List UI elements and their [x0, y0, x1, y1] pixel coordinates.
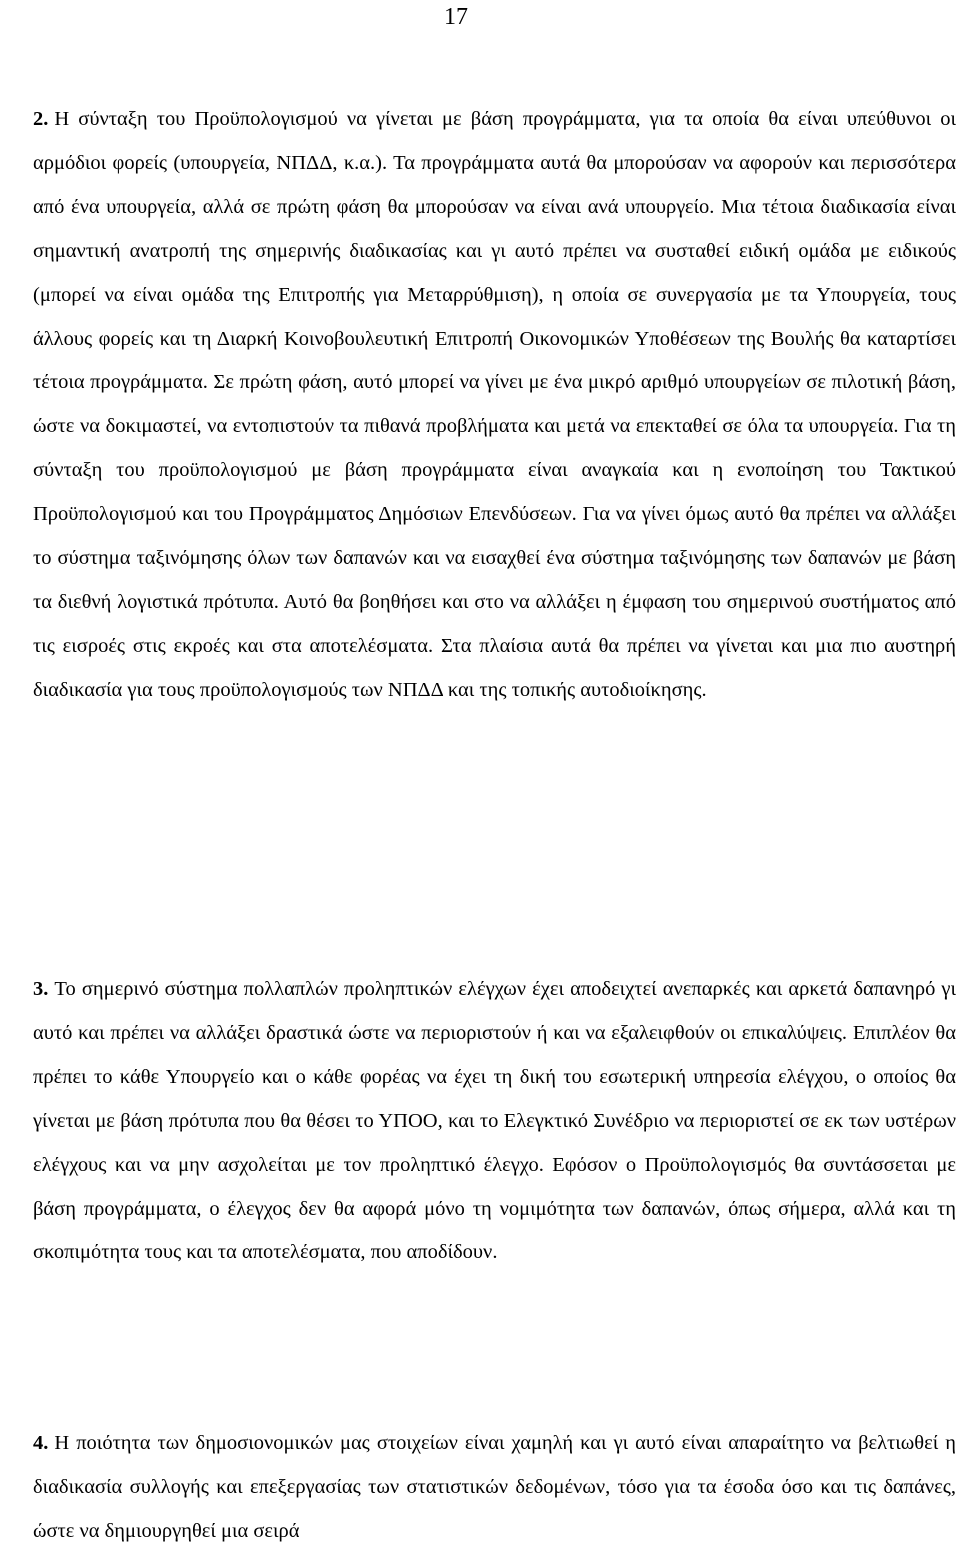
item-text: Το σημερινό σύστημα πολλαπλών προληπτικών ελέγχων έχει αποδειχτεί ανεπαρκές και αρκετά δαπανηρό γι αυτό και πρέπει να αλλάξει δραστικά ώστε να περιοριστούν ή και να εξαλειφθούν οι επικαλύψεις. Επιπλέον θα πρέπει το κάθε Υπουργείο και ο κάθε φορέας να έχει τη δική του εσωτερική υπηρεσία ελέγχου, ο οποίος θα γίνεται με βάση πρότυπα που θα θέσει το ΥΠΟΟ, και το Ελεγκτικό Συνέδριο να περιοριστεί σε εκ των υστέρων ελέγχους και να μην ασχολείται με τον προληπτικό έλεγχο. Εφόσον ο Προϋπολογισμός θα συντάσσεται με βάση προγράμματα, ο έλεγχος δεν θα αφορά μόνο τη νομιμότητα των δαπανών, όπως σήμερα, αλλά και τη σκοπιμότητα τους και τα αποτελέσματα, που αποδίδουν.	[33, 978, 956, 1264]
item-text: Η ποιότητα των δημοσιονομικών μας στοιχείων είναι χαμηλή και γι αυτό είναι απαραίτητο να βελτιωθεί η διαδικασία συλλογής και επεξεργασίας των στατιστικών δεδομένων, τόσο για τα έσοδα όσο και τις δαπάνες, ώστε να δημιουργηθεί μια σειρά	[33, 1432, 956, 1542]
list-item-4	[33, 1422, 956, 1554]
list-item-3	[33, 968, 956, 1275]
list-item-2	[33, 98, 956, 713]
page-number: 17	[444, 4, 468, 30]
item-number: 4.	[33, 1432, 49, 1454]
item-number: 2.	[33, 108, 49, 130]
item-text: Η σύνταξη του Προϋπολογισμού να γίνεται με βάση προγράμματα, για τα οποία θα είναι υπεύθυνοι οι αρμόδιοι φορείς (υπουργεία, ΝΠΔΔ, κ.α.). Τα προγράμματα αυτά θα μπορούσαν να αφορούν και περισσότερα από ένα υπουργεία, αλλά σε πρώτη φάση θα μπορούσαν να είναι ανά υπουργείο. Μια τέτοια διαδικασία είναι σημαντική ανατροπή της σημερινής διαδικασίας και γι αυτό πρέπει να συσταθεί ειδική ομάδα με ειδικούς (μπορεί να είναι ομάδα της Επιτροπής για Μεταρρύθμιση), η οποία σε συνεργασία με τα Υπουργεία, τους άλλους φορείς και τη Διαρκή Κοινοβουλευτική Επιτροπή Οικονομικών Υποθέσεων της Βουλής θα καταρτίσει τέτοια προγράμματα. Σε πρώτη φάση, αυτό μπορεί να γίνει με ένα μικρό αριθμό υπουργείων σε πιλοτική βάση, ώστε να δοκιμαστεί, να εντοπιστούν τα πιθανά προβλήματα και μετά να επεκταθεί σε όλα τα υπουργεία. Για τη σύνταξη του προϋπολογισμού με βάση προγράμματα είναι αναγκαία και η ενοποίηση του Τακτικού Προϋπολογισμού και του Προγράμματος Δημόσιων Επενδύσεων. Για να γίνει όμως αυτό θα πρέπει να αλλάξει το σύστημα ταξινόμησης όλων των δαπανών και να εισαχθεί ένα σύστημα ταξινόμησης των δαπανών με βάση τα διεθνή λογιστικά πρότυπα. Αυτό θα βοηθήσει και στο να αλλάξει η έμφαση του σημερινού συστήματος από τις εισροές στις εκροές και στα αποτελέσματα. Στα πλαίσια αυτά θα πρέπει να γίνεται και μια πιο αυστηρή διαδικασία για τους προϋπολογισμούς των ΝΠΔΔ και της τοπικής αυτοδιοίκησης.	[33, 108, 956, 701]
item-number: 3.	[33, 978, 49, 1000]
